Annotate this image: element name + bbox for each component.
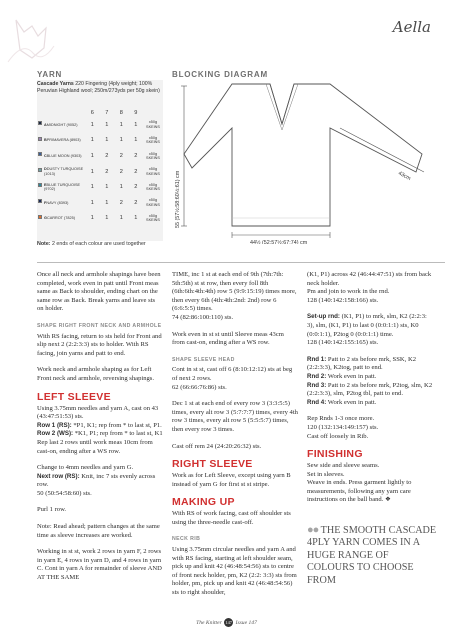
pattern-name: Aella [392,18,431,36]
page-footer [0,618,453,627]
yarn-qty: 1 [90,152,94,159]
row-1-instruction: Row 1 (RS): *P1, K1; rep from * to last st, P1. [37,421,162,429]
paragraph: Change to 4mm needles and yarn G. [37,464,134,472]
subheading: SHAPE RIGHT FRONT NECK AND ARMHOLE [37,322,162,329]
paragraph: 128 (140:142:158:166) sts. [307,296,379,304]
paragraph: 128 (140:142:155:165) sts. [307,339,379,347]
sleeve-label: 43cm [397,170,412,182]
yarn-qty: 1 [119,121,123,128]
paragraph: Working in st st, work 2 rows in yarn F, 2 rows in yarn E, 4 rows in yarn D, and 4 rows in yarn C. Cont in yarn A for remainder of sleeve AND AT THE SAME [37,548,162,582]
yarn-qty: 1 [90,137,94,144]
colour-swatch [38,137,42,141]
quote-dots-icon: ●● [307,524,319,536]
paragraph: With RS of work facing, cast off shoulder sts using the three-needle cast-off. [172,510,291,526]
paragraph: 74 (82:86:100:110) sts. [172,313,234,321]
yarn-qty: 1 [90,121,94,128]
pull-quote [307,524,437,587]
yarn-heading [37,81,163,94]
section-heading-finishing: FINISHING [307,448,363,461]
yarn-row [37,195,163,211]
round-4-instruction: Rnd 4: Work even in patt. [307,398,377,406]
yarn-section-title: YARN [37,70,63,79]
yarn-qty: 1 [105,121,109,128]
size-header: 7 [105,109,109,116]
section-heading-right-sleeve: RIGHT SLEEVE [172,458,253,471]
top-panel [0,0,453,262]
paragraph: Cont in st st, cast off 6 (8:10:12:12) sts at beg of next 2 rows. [172,366,293,382]
yarn-note: Note: 2 ends of each colour are used together [37,241,146,247]
yarn-qty: 2 [119,152,123,159]
next-row-instruction: Next row (RS): Knit, inc 7 sts evenly across row. [37,472,156,489]
yarn-unit: x50g SKEINS [146,213,160,223]
paragraph: Work neck and armhole shaping as for Left Front neck and armhole, reversing shapings. [37,366,155,382]
row-2-instruction: Row 2 (WS): *K1, P1; rep from * to last st, K1 [37,430,163,438]
paragraph: (K1, P1) across 42 (46:44:47:51) sts from back neck holder. [307,271,432,287]
paragraph: Work as for Left Sleeve, except using yarn B instead of yarn G for first st st stripe. [172,472,291,488]
yarn-colour-name: BPRIMAVERA (8903) [37,133,85,149]
colour-swatch [38,121,42,125]
yarn-qty: 1 [105,215,109,222]
paragraph: Note: Read ahead; pattern changes at the same time as sleeve increases are worked. [37,523,160,539]
size-header: 6 [90,109,94,116]
yarn-qty: 1 [90,215,94,222]
blocking-diagram-title: BLOCKING DIAGRAM [172,70,268,79]
paragraph: Set in sleeves. [307,470,345,478]
yarn-qty: 1 [105,137,109,144]
paragraph: Weave in ends. Press garment lightly to measurements, following any yarn care instructions on the ball band. ❖ [307,479,412,504]
page-number-badge: 147 [225,620,232,625]
paragraph: Rep last 2 rows until work meas 10cm from cast-on, ending after a WS row. [37,438,153,455]
yarn-unit: x50g SKEINS [146,198,160,207]
yarn-qty: 1 [90,168,94,175]
yarn-qty: 1 [105,184,109,191]
yarn-qty: 1 [134,121,138,128]
column-2 [172,271,298,606]
colour-swatch [38,215,42,219]
end-mark-icon: ❖ [385,496,391,504]
yarn-qty: 1 [119,184,123,191]
size-header: 8 [119,109,123,116]
paragraph: Cast off loosely in Rib. [307,432,369,440]
pull-quote-text: THE SMOOTH CASCADE 4PLY YARN COMES IN A HUGE RANGE OF COLOURS TO CHOOSE FROM [307,525,437,586]
round-3-instruction: Rnd 3: Patt to 2 sts before mrk, P2tog, slm, K2 (2:2:3:3), slm, P2tog tbl, patt to end. [307,381,433,398]
paragraph: Pm and join to work in the rnd. [307,288,390,296]
issue-number: Issue 147 [235,619,257,626]
yarn-qty: 2 [105,152,109,159]
paragraph: Work even in st st until Sleeve meas 43cm from cast-on, ending after a WS row. [172,330,284,347]
yarn-qty: 2 [134,184,138,191]
yarn-table [37,108,163,226]
paragraph: Purl 1 row. [37,506,67,514]
yarn-colour-name: AMIDNIGHT (9052) [37,117,85,133]
yarn-table-header [37,108,163,117]
paragraph: 120 (132:134:149:157) sts. [307,423,379,431]
yarn-qty: 2 [134,168,138,175]
size-header: 9 [134,109,138,116]
yarn-qty: 1 [119,215,123,222]
yarn-colour-name: EBLUE TURQUOISE (9702) [37,179,85,195]
yarn-colour-name: CBLUE MOON (9303) [37,148,85,164]
round-2-instruction: Rnd 2: Work even in patt. [307,372,377,380]
yarn-qty: 1 [134,137,138,144]
yarn-unit: x50g SKEINS [146,151,160,160]
yarn-qty: 2 [134,152,138,159]
yarn-row [37,179,163,195]
fox-logo-icon [2,2,62,72]
paragraph: Cast off rem 24 (24:20:26:32) sts. [172,442,262,450]
paragraph: TIME, inc 1 st at each end of 9th (7th:7th: 5th:5th) st st row, then every foll 8th (6th:6th:4th:4th) row 5 (9:9:15:19) times more, then every 6th (4th:4th:2nd: 2nd) row 6 (6:6:5:5) times. [172,271,297,313]
column-3 [307,271,433,513]
paragraph: Once all neck and armhole shapings have been completed, work even in patt until Front meas same as Back to shoulder, ending chart on the same row as Back. Break yarns and leave sts on holder. [37,271,161,313]
yarn-qty: 1 [90,199,94,206]
colour-swatch [38,199,42,203]
section-heading-making-up: MAKING UP [172,496,235,509]
subheading: SHAPE SLEEVE HEAD [172,356,235,363]
yarn-row [37,117,163,133]
length-label: 55 (57½:58:60½:61) cm [175,170,181,228]
paragraph: Sew side and sleeve seams. [307,462,380,470]
yarn-row [37,164,163,180]
paragraph: Rep Rnds 1-3 once more. [307,415,375,423]
magazine-name: The Knitter [196,619,222,626]
yarn-details: 220 Fingering (4ply weight; 100% Peruvian Highland wool; 250m/273yds per 50g skein) [37,81,160,94]
blocking-diagram [170,78,442,244]
setup-round-instruction: Set-up rnd: (K1, P1) to mrk, slm, K2 (2:2:3: 3), slm, (K1, P1) to last 0 (0:0:1:1) sts, K0 (0:0:1:1), P2tog 0 (0:0:1:1) time. [307,313,427,338]
yarn-row [37,133,163,149]
sweater-outline [184,84,422,226]
colour-swatch [38,168,42,172]
yarn-unit: x50g SKEINS [146,182,160,192]
yarn-qty: 1 [134,215,138,222]
paragraph: Using 3.75mm needles and yarn A, cast on 43 (43:47:51:53) sts. [37,404,159,421]
yarn-colour-name: FNAVY (8393) [37,195,85,211]
yarn-row [37,148,163,164]
yarn-qty: 2 [134,199,138,206]
yarn-colour-name: GCARROT (7825) [37,211,85,227]
yarn-unit: x50g SKEINS [146,120,160,129]
yarn-row [37,211,163,227]
yarn-qty: 1 [90,184,94,191]
yarn-colour-name: DDUSTY TURQUOISE (1013) [37,164,85,180]
colour-swatch [38,183,42,187]
yarn-qty: 1 [119,137,123,144]
yarn-unit: x50g SKEINS [146,135,160,145]
subheading: NECK RIB [172,536,201,543]
paragraph: 62 (66:66:76:86) sts. [172,383,227,391]
yarn-qty: 2 [105,168,109,175]
width-label: 44½ (52:57½:67:74) cm [250,240,308,244]
paragraph: Using 3.75mm circular needles and yarn A and with RS facing, starting at left shoulder seam, pick up and knit 42 (46:48:54:56) sts to centre of front neck holder, pm, K2 (2:2: 3:3) sts from holder, pm, pick up and knit 42 (46:48:54:56) sts to right shoulder, [172,546,297,597]
yarn-qty: 1 [105,199,109,206]
yarn-unit: x50g SKEINS [146,167,160,176]
round-1-instruction: Rnd 1: Patt to 2 sts before mrk, SSK, K2 (2:2:3:3), K2tog, patt to end. [307,355,416,372]
divider [37,262,445,263]
yarn-qty: 2 [119,199,123,206]
section-heading-left-sleeve: LEFT SLEEVE [37,390,111,403]
column-1 [37,271,163,591]
paragraph: Dec 1 st at each end of every row 3 (3:3:5:5) times, every alt row 3 (5:7:7:7) times, every 4th row 3 times, every alt row 5 (5:5:5:7) times, then every row 3 times. [172,400,298,433]
paragraph: With RS facing, return to sts held for Front and slip next 2 (2:2:3:3) sts to holder. With RS facing, join yarns and patt to end. [37,332,162,357]
yarn-brand: Cascade Yarns [37,81,74,87]
paragraph: 50 (50:54:58:60) sts. [37,489,92,497]
colour-swatch [38,152,42,156]
yarn-qty: 2 [119,168,123,175]
